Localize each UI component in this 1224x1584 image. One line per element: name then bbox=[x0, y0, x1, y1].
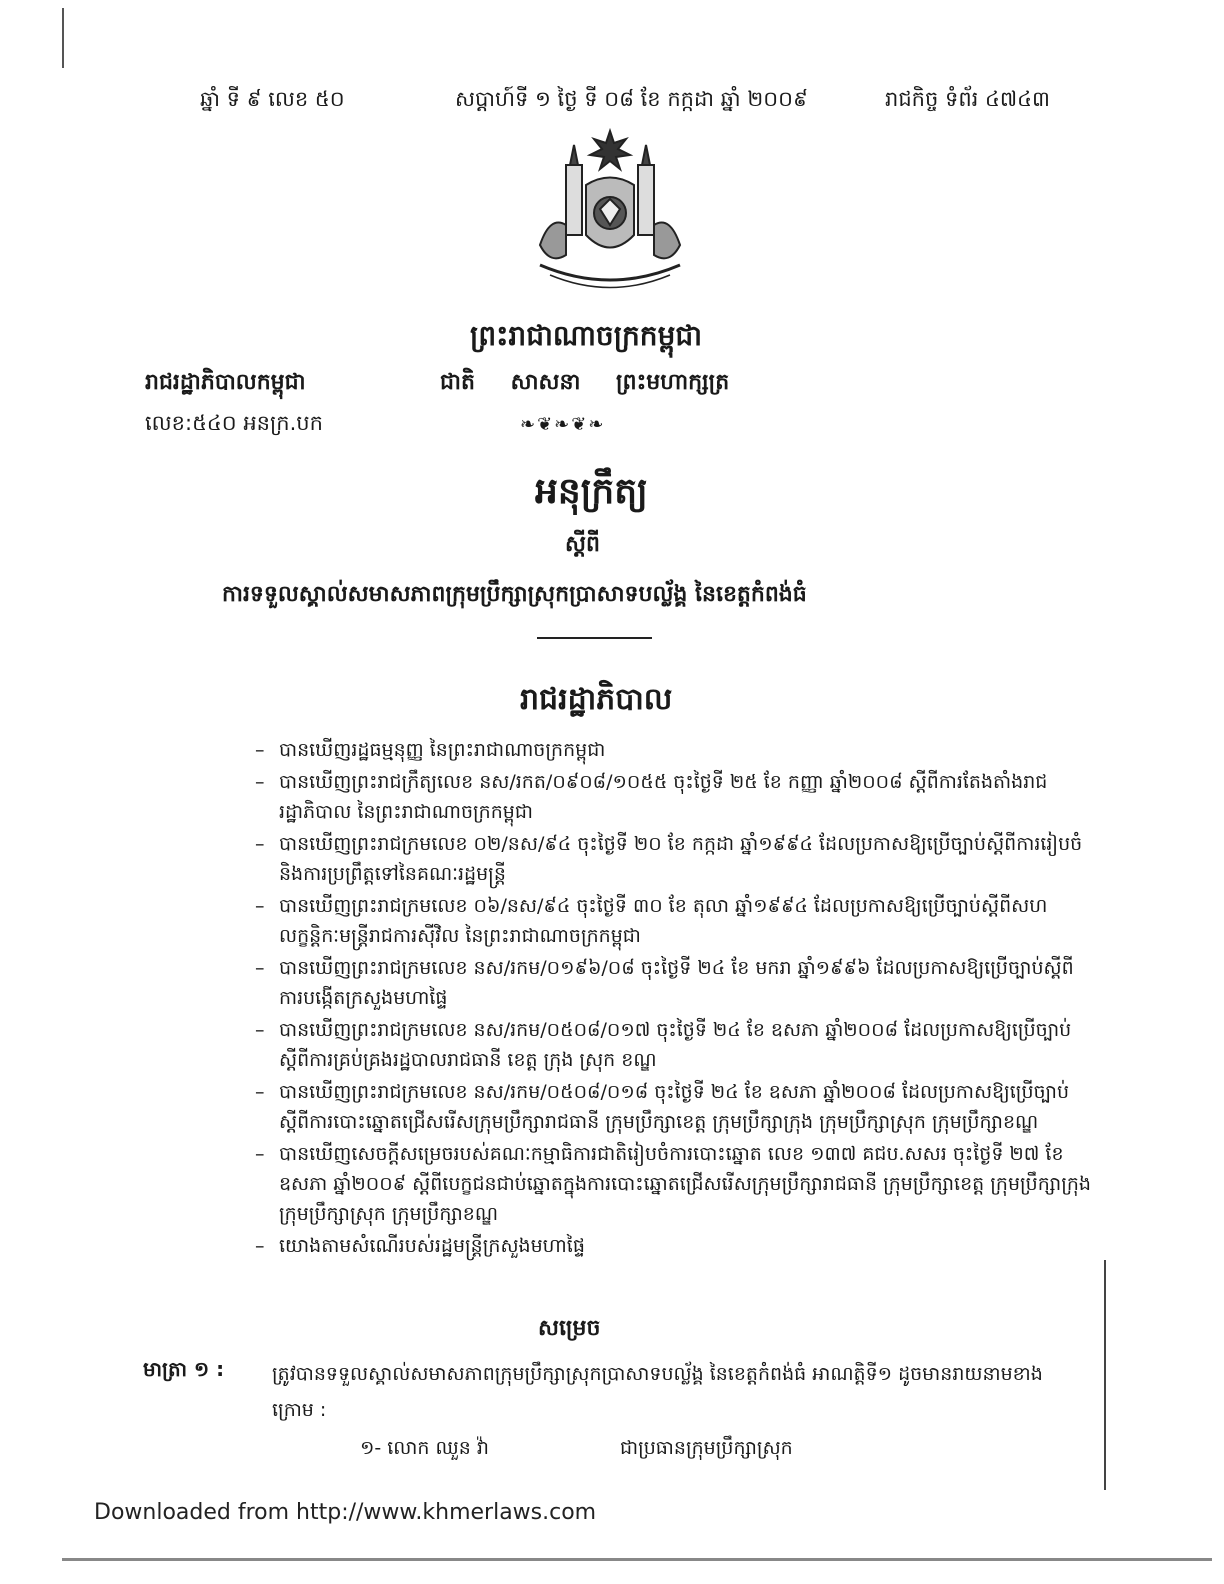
document-type-title: អនុក្រឹត្យ bbox=[535, 471, 648, 512]
member-role: ជាប្រធានក្រុមប្រឹក្សាស្រុក bbox=[620, 1437, 793, 1459]
scan-artifact-bottom bbox=[62, 1558, 1212, 1561]
royal-coat-of-arms-emblem bbox=[510, 125, 710, 295]
scan-artifact-right bbox=[1104, 1260, 1106, 1490]
reference-number: លេខ:៥៤០ អនក្រ.បក bbox=[145, 411, 323, 435]
government-heading: រាជរដ្ឋាភិបាលកម្ពុជា bbox=[145, 370, 306, 395]
recital-item: – បានឃើញសេចក្តីសម្រេចរបស់គណៈកម្មាធិការជាតិរៀបចំការបោះឆ្នោត លេខ ១៣៧ គជប.សសរ ចុះថ្ងៃទី ២៧ ខែ ឧសភា ឆ្នាំ២០០៩ ស្តីពីបេក្ខជនជាប់ឆ្នោតក្នុងការបោះឆ្នោតជ្រើសរើសក្រុមប្រឹក្សារាជធានី ក្រុមប្រឹក្សាខេត្ត ក្រុមប្រឹក្សាក្រុង ក្រុមប្រឹក្សាស្រុក ក្រុមប្រឹក្សាខណ្ឌ bbox=[255, 1143, 1091, 1225]
article-1-label: មាត្រា ១ : bbox=[143, 1357, 225, 1381]
scan-artifact-left bbox=[62, 8, 64, 68]
gazette-page-number: រាជកិច្ច ទំព័រ ៤៧៤៣ bbox=[885, 87, 1050, 111]
issuer-heading: រាជរដ្ឋាភិបាល bbox=[520, 682, 673, 717]
recital-item: – បានឃើញព្រះរាជក្រមលេខ ០២/នស/៩៤ ចុះថ្ងៃទី ២០ ខែ កក្កដា ឆ្នាំ១៩៩៤ ដែលប្រកាសឱ្យប្រើច្បាប់ស្តីពីការរៀបចំ និងការប្រព្រឹត្តទៅនៃគណៈរដ្ឋមន្ត្រី bbox=[255, 833, 1083, 885]
decision-heading: សម្រេច bbox=[538, 1316, 601, 1341]
decorative-ornament: ❧❦❧❦❧ bbox=[520, 414, 606, 435]
download-source-footer: Downloaded from http://www.khmerlaws.com bbox=[94, 1500, 597, 1525]
recitals-list bbox=[255, 735, 1095, 1263]
recital-item: – បានឃើញព្រះរាជក្រឹត្យលេខ នស/រកត/០៩០៨/១០៥៥ ចុះថ្ងៃទី ២៥ ខែ កញ្ញា ឆ្នាំ២០០៨ ស្តីពីការតែងតាំងរាជរដ្ឋាភិបាល នៃព្រះរាជាណាចក្រកម្ពុជា bbox=[255, 771, 1048, 823]
recital-item: – បានឃើញព្រះរាជក្រមលេខ ០៦/នស/៩៤ ចុះថ្ងៃទី ៣០ ខែ តុលា ឆ្នាំ១៩៩៤ ដែលប្រកាសឱ្យប្រើច្បាប់ស្តីពីសហលក្ខន្តិកៈមន្ត្រីរាជការស៊ីវិល នៃព្រះរាជាណាចក្រកម្ពុជា bbox=[255, 895, 1048, 947]
article-1-text: ត្រូវបានទទួលស្គាល់សមាសភាពក្រុមប្រឹក្សាស្រុកប្រាសាទបល្ល័ង្គ នៃខេត្តកំពង់ធំ អាណត្តិទី១ ដូចមានរាយនាមខាងក្រោម : bbox=[272, 1363, 1043, 1421]
about-label: ស្តីពី bbox=[565, 532, 600, 557]
national-motto: ជាតិ សាសនា ព្រះមហាក្សត្រ bbox=[440, 370, 730, 395]
member-name: ១- លោក ឈួន វ៉ា bbox=[360, 1437, 489, 1459]
recital-item: – បានឃើញព្រះរាជក្រមលេខ នស/រកម/០១៩៦/០៨ ចុះថ្ងៃទី ២៤ ខែ មករា ឆ្នាំ១៩៩៦ ដែលប្រកាសឱ្យប្រើច្បាប់ស្តីពីការបង្កើតក្រសួងមហាផ្ទៃ bbox=[255, 957, 1074, 1009]
title-divider bbox=[537, 637, 652, 639]
gazette-year-issue: ឆ្នាំ ទី ៩ លេខ ៥០ bbox=[200, 87, 345, 111]
recital-item: – បានឃើញព្រះរាជក្រមលេខ នស/រកម/០៥០៨/០១៨ ចុះថ្ងៃទី ២៤ ខែ ឧសភា ឆ្នាំ២០០៨ ដែលប្រកាសឱ្យប្រើច្បាប់ស្តីពីការបោះឆ្នោតជ្រើសរើសក្រុមប្រឹក្សារាជធានី ក្រុមប្រឹក្សាខេត្ត ក្រុមប្រឹក្សាក្រុង ក្រុមប្រឹក្សាស្រុក ក្រុមប្រឹក្សាខណ្ឌ bbox=[255, 1081, 1070, 1133]
kingdom-heading: ព្រះរាជាណាចក្រកម្ពុជា bbox=[470, 319, 703, 352]
recital-item: – បានឃើញព្រះរាជក្រមលេខ នស/រកម/០៥០៨/០១៧ ចុះថ្ងៃទី ២៤ ខែ ឧសភា ឆ្នាំ២០០៨ ដែលប្រកាសឱ្យប្រើច្បាប់ស្តីពីការគ្រប់គ្រងរដ្ឋបាលរាជធានី ខេត្ត ក្រុង ស្រុក ខណ្ឌ bbox=[255, 1019, 1072, 1071]
gazette-date: សប្តាហ៍ទី ១ ថ្ងៃ ទី ០៨ ខែ កក្កដា ឆ្នាំ ២០០៩ bbox=[455, 87, 808, 111]
subject-title: ការទទួលស្គាល់សមាសភាពក្រុមប្រឹក្សាស្រុកប្រាសាទបល្ល័ង្គ នៃខេត្តកំពង់ធំ bbox=[222, 582, 807, 607]
recital-item: – បានឃើញរដ្ឋធម្មនុញ្ញ នៃព្រះរាជាណាចក្រកម្ពុជា bbox=[255, 739, 606, 761]
recital-item: – យោងតាមសំណើរបស់រដ្ឋមន្ត្រីក្រសួងមហាផ្ទៃ bbox=[255, 1235, 585, 1257]
